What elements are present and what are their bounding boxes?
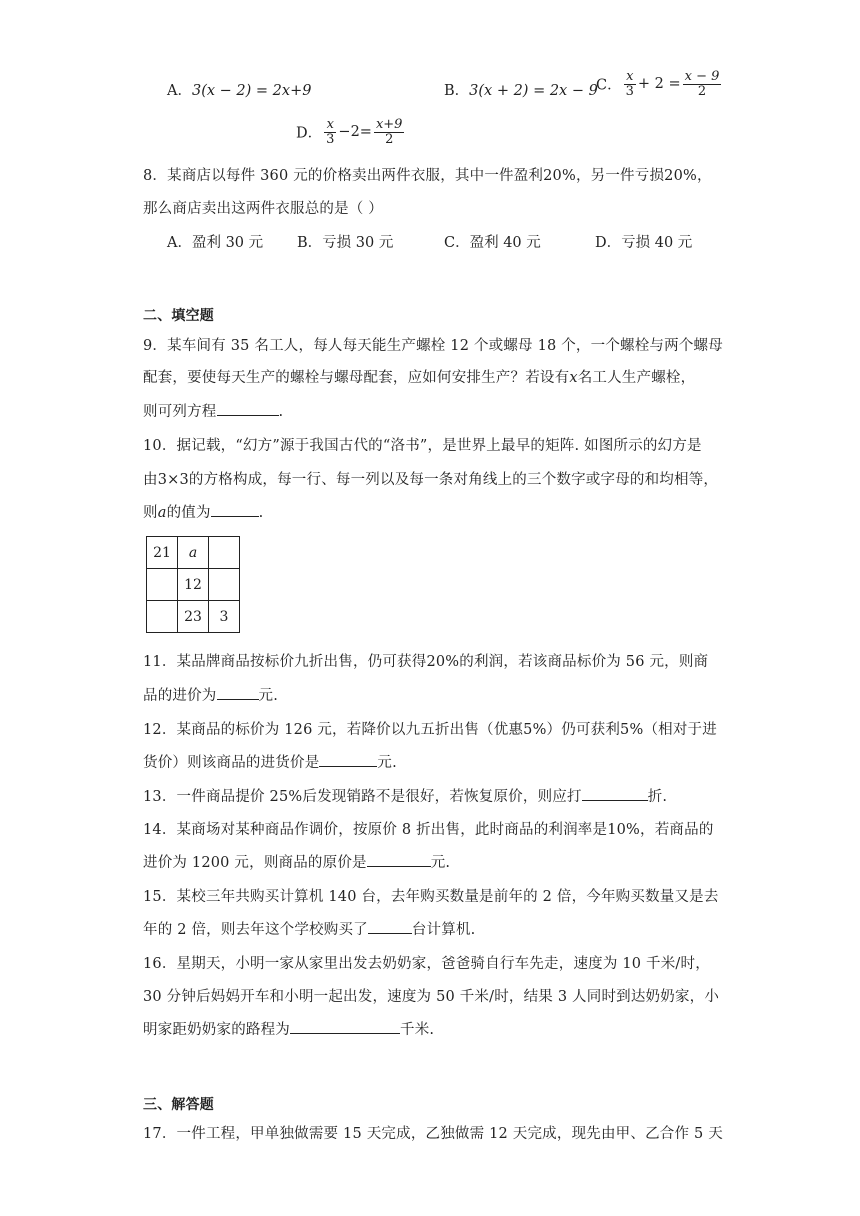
q13-answer-blank: [582, 786, 648, 801]
q11-line-2: 品的进价为 元.: [143, 684, 278, 705]
q8-option-d: D．亏损 40 元: [595, 235, 693, 251]
magic-cell: [147, 569, 178, 601]
q7-option-b-expr: 3(x + 2) = 2x − 9: [469, 83, 598, 99]
section-fill-in-heading: 二、填空题: [143, 308, 214, 324]
magic-square-grid: [146, 536, 240, 633]
q8-option-a: A．盈利 30 元: [167, 235, 264, 251]
q10-answer-blank: [211, 502, 259, 517]
q14-line-2: 进价为 1200 元，则商品的原价是 元.: [143, 851, 450, 872]
q9-line-3: 则可列方程 .: [143, 400, 283, 421]
magic-cell: 12: [178, 569, 209, 601]
q7-option-d: D． $\frac{x}{3}$ −2= $\frac{x+9}{2}$: [296, 117, 403, 147]
q8-line-1: 8．某商店以每件 360 元的价格卖出两件衣服，其中一件盈利20%，另一件亏损20%，: [143, 168, 712, 184]
q15-line-2: 年的 2 倍，则去年这个学校购买了 台计算机.: [143, 918, 475, 939]
q9-line-1: 9．某车间有 35 名工人，每人每天能生产螺栓 12 个或螺母 18 个，一个螺栓与两个螺母: [143, 338, 723, 354]
q15-line-1: 15．某校三年共购买计算机 140 台，去年购买数量是前年的 2 倍，今年购买数量又是去: [143, 889, 719, 905]
q14-line-1: 14．某商场对某种商品作调价，按原价 8 折出售，此时商品的利润率是10%，若商品的: [143, 822, 714, 838]
q7-option-b: B．3(x + 2) = 2x − 9: [444, 83, 598, 99]
q10-line-3: 则a的值为 .: [143, 501, 263, 522]
q12-line-1: 12．某商品的标价为 126 元，若降价以九五折出售（优惠5%）仍可获利5%（相对于进: [143, 722, 717, 738]
q8-option-c: C．盈利 40 元: [444, 235, 541, 251]
q16-line-1: 16．星期天，小明一家从家里出发去奶奶家，爸爸骑自行车先走，速度为 10 千米/时，: [143, 956, 710, 972]
q16-line-3: 明家距奶奶家的路程为 千米.: [143, 1018, 434, 1039]
magic-cell: [209, 537, 240, 569]
q8-option-b: B．亏损 30 元: [297, 235, 394, 251]
q10-line-1: 10．据记载，“幻方”源于我国古代的“洛书”，是世界上最早的矩阵. 如图所示的幻方是: [143, 438, 702, 454]
q11-line-1: 11．某品牌商品按标价九折出售，仍可获得20%的利润，若该商品标价为 56 元，则商: [143, 654, 709, 670]
q7-option-a: A．3(x − 2) = 2x+9: [167, 83, 312, 99]
section-solve-heading: 三、解答题: [143, 1097, 214, 1113]
q9-line-2: 配套，要使每天生产的螺栓与螺母配套，应如何安排生产？若设有x名工人生产螺栓，: [143, 370, 696, 386]
magic-cell: [209, 569, 240, 601]
q13-line-1: 13．一件商品提价 25%后发现销路不是很好，若恢复原价，则应打 折.: [143, 785, 667, 806]
magic-cell: 23: [178, 601, 209, 633]
q8-line-2: 那么商店卖出这两件衣服总的是（ ）: [143, 201, 384, 217]
magic-cell: 21: [147, 537, 178, 569]
q14-answer-blank: [367, 852, 431, 867]
q7-option-c: C． $\frac{x}{3}$ + 2 = $\frac{x - 9}{2}$: [596, 69, 720, 99]
q12-line-2: 货价）则该商品的进货价是 元.: [143, 751, 397, 772]
magic-cell: [147, 601, 178, 633]
q11-answer-blank: [217, 685, 259, 700]
q7-option-a-expr: 3(x − 2) = 2x+9: [191, 83, 312, 99]
q17-line-1: 17．一件工程，甲单独做需要 15 天完成，乙独做需 12 天完成，现先由甲、乙合作 5 天: [143, 1126, 723, 1142]
q16-line-2: 30 分钟后妈妈开车和小明一起出发，速度为 50 千米/时，结果 3 人同时到达奶奶家，小: [143, 989, 720, 1005]
q15-answer-blank: [368, 919, 412, 934]
q16-answer-blank: [290, 1019, 400, 1034]
q10-line-2: 由3×3的方格构成，每一行、每一列以及每一条对角线上的三个数字或字母的和均相等，: [143, 472, 719, 488]
magic-cell: a: [178, 537, 209, 569]
q12-answer-blank: [319, 752, 377, 767]
q9-answer-blank: [217, 401, 279, 416]
magic-cell: 3: [209, 601, 240, 633]
